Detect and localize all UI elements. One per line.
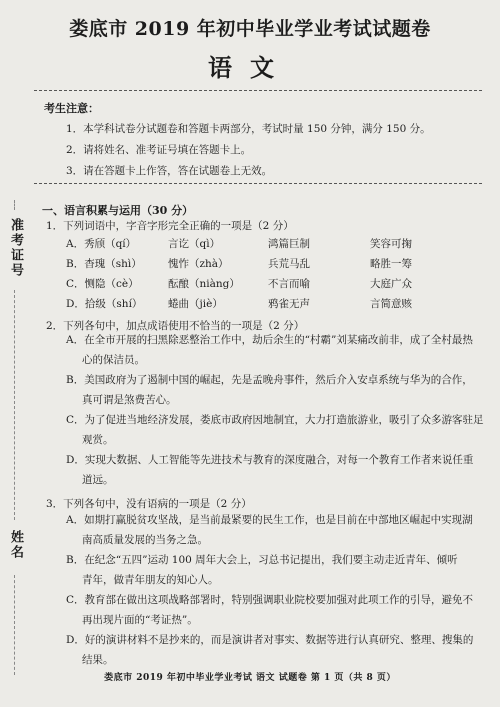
notice-heading: 考生注意：: [44, 102, 99, 115]
name-label: 姓名: [8, 530, 23, 560]
question-2-stem: 2．下列各句中，加点成语使用不恰当的一项是（2 分）: [46, 320, 305, 332]
option-line: 结果。: [82, 654, 114, 666]
option-line: 南高质量发展的当务之急。: [82, 534, 208, 546]
option-cell: 酝酿（niàng）: [168, 278, 240, 290]
option-line: D．好的演讲材料不是抄来的，而是演讲者对事实、数据等进行认真研究、整理、搜集的: [66, 634, 474, 646]
option-line: 再出现片面的“考证热”。: [82, 614, 198, 626]
option-line: 真可谓是煞费苦心。: [82, 394, 177, 406]
question-2-options: [66, 330, 484, 490]
page-footer: 娄底市 2019 年初中毕业学业考试 语文 试题卷 第 1 页（共 8 页）: [104, 673, 396, 683]
binding-line: [14, 575, 15, 675]
option-cell: 言简意赅: [370, 298, 412, 310]
option-cell: 愧怍（zhà）: [168, 258, 229, 270]
option-cell: 大庭广众: [370, 278, 412, 290]
option-cell: 不言而喻: [268, 278, 310, 290]
option-cell: C．恻隐（cè）: [66, 278, 139, 290]
option-cell: 蜷曲（jiè）: [168, 298, 223, 310]
subject-title: 语文: [208, 53, 292, 82]
option-line: D．实现大数据、人工智能等先进技术与教育的深度融合，对每一个教育工作者来说任重: [66, 454, 474, 466]
binding-line: [14, 200, 15, 210]
option-cell: 兵荒马乱: [268, 258, 310, 270]
notice-item-1: 1．本学科试卷分试题卷和答题卡两部分，考试时量 150 分钟，满分 150 分。: [66, 123, 431, 135]
notice-item-2: 2．请将姓名、准考证号填在答题卡上。: [66, 144, 252, 156]
option-cell: A．秀颀（qí）: [66, 238, 137, 250]
option-cell: 鸦雀无声: [268, 298, 310, 310]
option-line: 道远。: [82, 474, 114, 486]
question-1-stem: 1．下列词语中，字音字形完全正确的一项是（2 分）: [46, 220, 294, 232]
option-cell: D．拾级（shí）: [66, 298, 143, 310]
option-line: A．在全市开展的扫黑除恶整治工作中，劫后余生的“村霸”刘某痛改前非，成了全村最热: [66, 334, 473, 346]
exam-title: 娄底市 2019 年初中毕业学业考试试题卷: [69, 18, 431, 40]
option-cell: 鸿篇巨制: [268, 238, 310, 250]
option-cell: 笑容可掬: [370, 238, 412, 250]
binding-line: [14, 290, 15, 520]
option-cell: B．杳瑰（shì）: [66, 258, 142, 270]
exam-id-label: 准考证号: [8, 218, 23, 278]
option-line: 心的保洁员。: [82, 354, 145, 366]
option-line: B．在纪念“五四”运动 100 周年大会上，习总书记提出，我们要主动走近青年、倾听: [66, 554, 458, 566]
option-line: C．为了促进当地经济发展，娄底市政府因地制宜，大力打造旅游业，吸引了众多游客驻足: [66, 414, 484, 426]
option-line: A．如期打赢脱贫攻坚战，是当前最紧要的民生工作，也是目前在中部地区崛起中实现湖: [66, 514, 473, 526]
question-3-options: [66, 510, 484, 670]
option-line: B．美国政府为了遏制中国的崛起，先是孟晚舟事件，然后介入安卓系统与华为的合作，: [66, 374, 473, 386]
option-line: C．教育部在做出这项战略部署时，特别强调职业院校要加强对此项工作的引导，避免不: [66, 594, 474, 606]
section-heading: 一、语言积累与运用（30 分）: [42, 204, 194, 217]
question-3-stem: 3．下列各句中，没有语病的一项是（2 分）: [46, 498, 252, 510]
option-line: 青年，做青年朋友的知心人。: [82, 574, 219, 586]
notice-item-3: 3．请在答题卡上作答，答在试题卷上无效。: [66, 165, 273, 177]
option-line: 观赏。: [82, 434, 114, 446]
option-cell: 言讫（qì）: [168, 238, 221, 250]
option-cell: 略胜一筹: [370, 258, 412, 270]
